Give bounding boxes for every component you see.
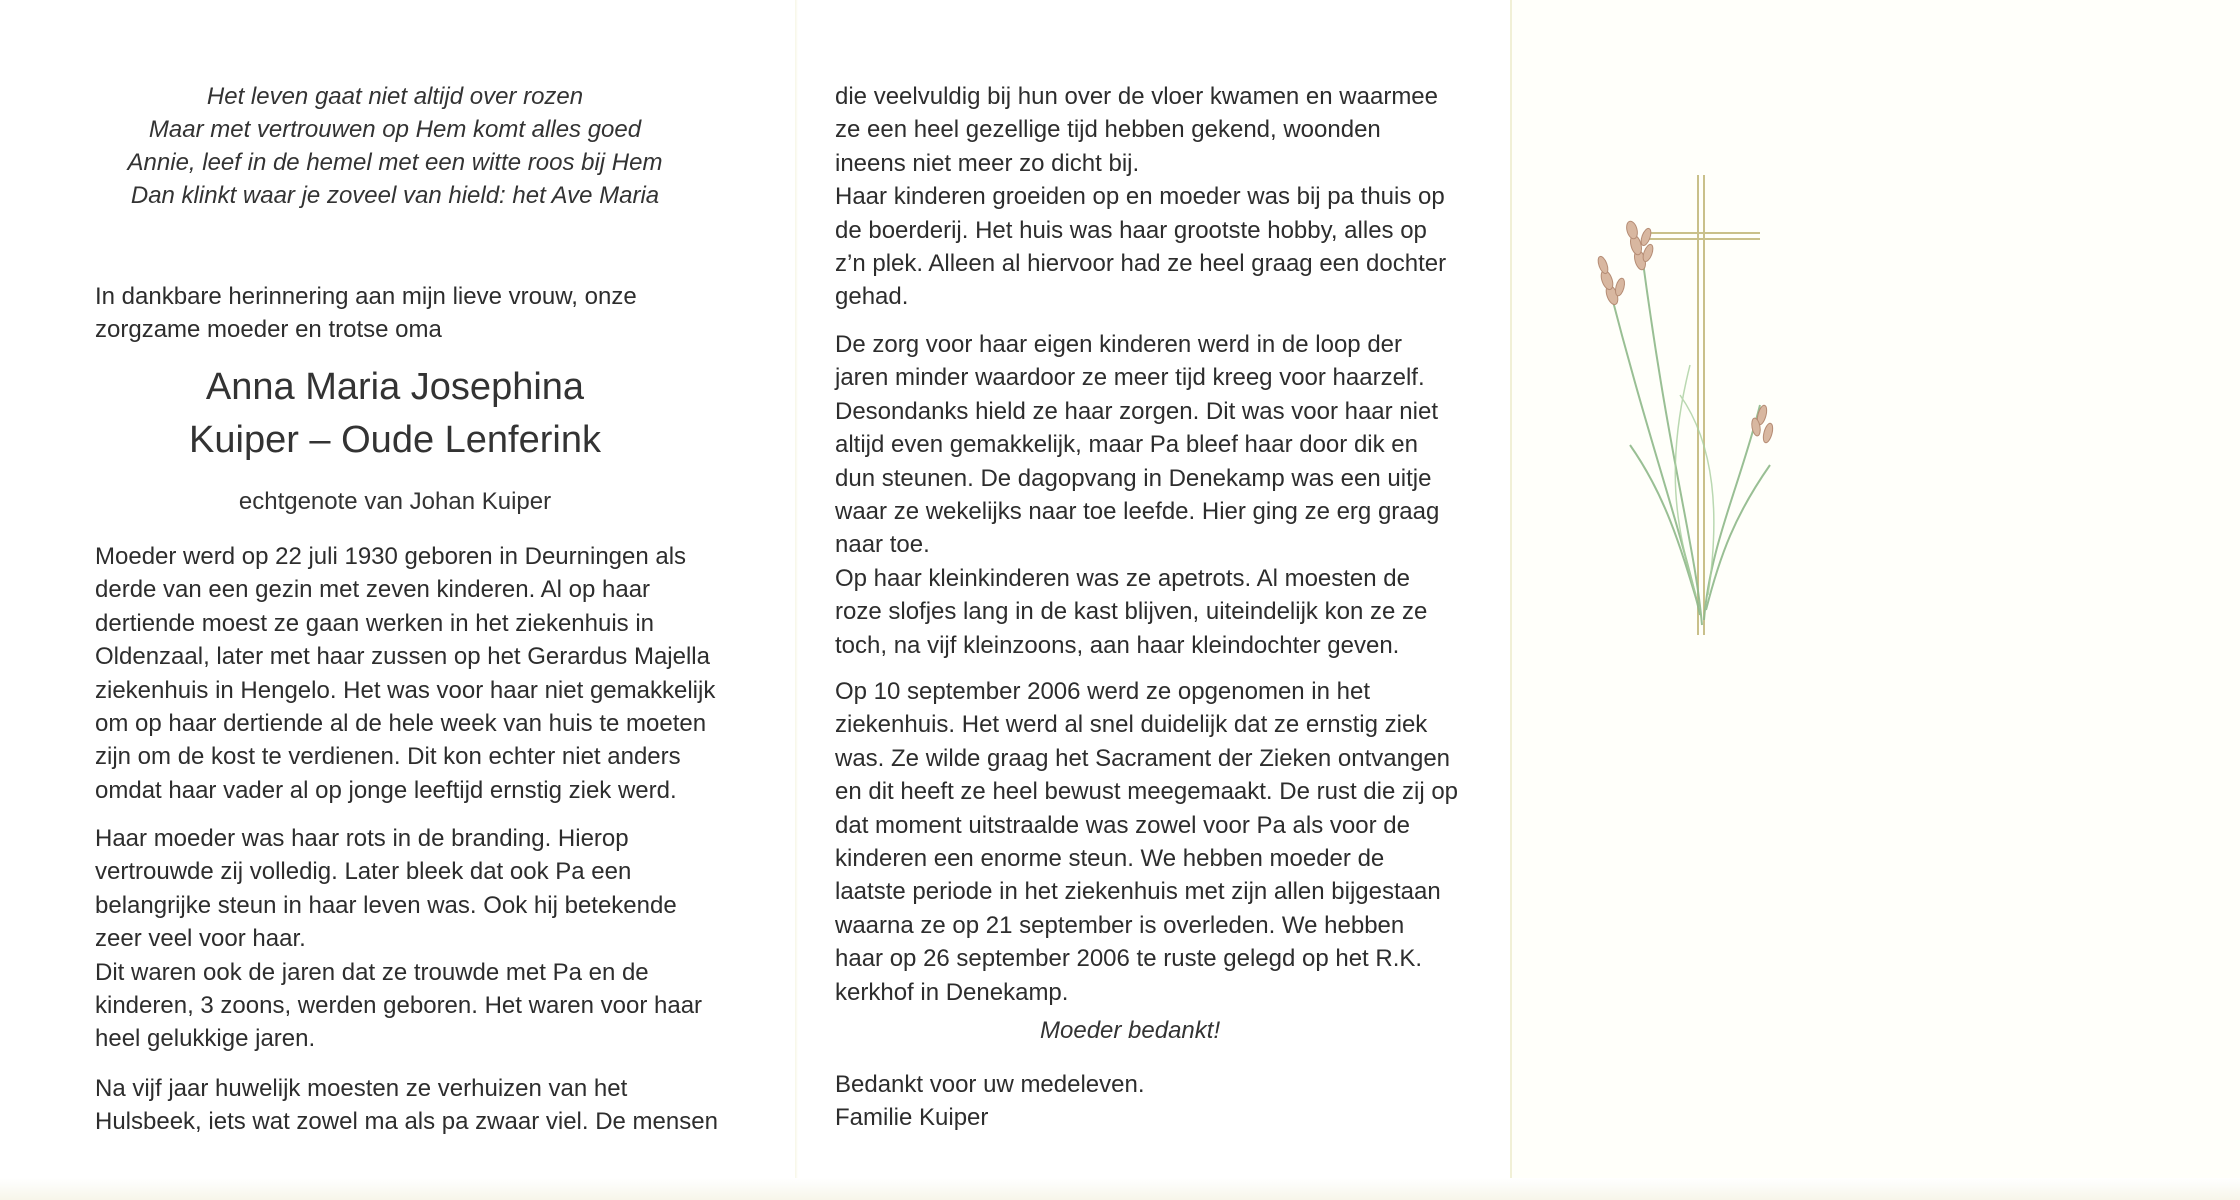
closing-text bbox=[835, 1068, 1430, 1135]
text-line: jaren minder waardoor ze meer tijd kreeg voor haarzelf. bbox=[835, 364, 1425, 392]
biography-paragraph-2 bbox=[95, 822, 703, 1056]
spouse-line: echtgenote van Johan Kuiper bbox=[238, 488, 552, 515]
text-line: naar toe. bbox=[835, 531, 930, 559]
text-line: ziekenhuis in Hengelo. Het was voor haar niet gemakkelijk bbox=[95, 676, 716, 704]
intro-paragraph bbox=[95, 280, 695, 347]
text-line: zorgzame moeder en trotse oma bbox=[95, 316, 442, 344]
biography-paragraph-5 bbox=[835, 328, 1440, 662]
text-line: z’n plek. Alleen al hiervoor had ze heel graag een dochter bbox=[835, 250, 1447, 278]
text-line: dertiende moest ze gaan werken in het ziekenhuis in bbox=[95, 609, 655, 637]
text-line: de boerderij. Het huis was haar grootste hobby, alles op bbox=[835, 216, 1427, 244]
text-line: Na vijf jaar huwelijk moesten ze verhuizen van het bbox=[95, 1075, 628, 1102]
deceased-name-line-1: Anna Maria Josephina bbox=[205, 366, 585, 408]
text-line: toch, na vijf kleinzoons, aan haar kleindochter geven. bbox=[835, 631, 1400, 659]
text-line: ziekenhuis. Het werd al snel duidelijk dat ze ernstig ziek bbox=[835, 711, 1428, 739]
poem-line: Maar met vertrouwen op Hem komt alles goed bbox=[148, 116, 642, 143]
text-line: derde van een gezin met zeven kinderen. Al op haar bbox=[95, 576, 651, 604]
poem-line: Dan klinkt waar je zoveel van hield: het Ave Maria bbox=[130, 182, 660, 209]
text-line: dat moment uitstraalde was zowel voor Pa als voor de bbox=[835, 811, 1410, 839]
card-bottom-edge bbox=[0, 1178, 2240, 1200]
text-line: kerkhof in Denekamp. bbox=[835, 978, 1069, 1006]
text-line: Haar moeder was haar rots in de branding. Hierop bbox=[95, 825, 629, 852]
text-line: kinderen, 3 zoons, werden geboren. Het waren voor haar bbox=[95, 992, 703, 1020]
text-line: omdat haar vader al op jonge leeftijd ernstig ziek werd. bbox=[95, 776, 677, 804]
text-line: Dit waren ook de jaren dat ze trouwde met Pa en de bbox=[95, 958, 649, 986]
text-line: Oldenzaal, later met haar zussen op het Gerardus Majella bbox=[95, 643, 710, 671]
text-line: altijd even gemakkelijk, maar Pa bleef haar door dik en bbox=[835, 431, 1418, 459]
text-line: dun steunen. De dagopvang in Denekamp was een uitje bbox=[835, 464, 1432, 492]
text-line: ineens niet meer zo dicht bij. bbox=[835, 149, 1140, 177]
text-line: waarna ze op 21 september is overleden. We hebben bbox=[835, 911, 1405, 939]
text-line: Desondanks hield ze haar zorgen. Dit was voor haar niet bbox=[835, 397, 1438, 425]
signature-line: Familie Kuiper bbox=[835, 1104, 989, 1132]
biography-paragraph-1 bbox=[95, 540, 716, 807]
text-line: gehad. bbox=[835, 283, 909, 311]
text-line: die veelvuldig bij hun over de vloer kwamen en waarmee bbox=[835, 83, 1438, 110]
text-line: en dit heeft ze heel bewust meegemaakt. De rust die zij op bbox=[835, 778, 1459, 806]
text-line: De zorg voor haar eigen kinderen werd in de loop der bbox=[835, 331, 1403, 358]
text-line: Haar kinderen groeiden op en moeder was bij pa thuis op bbox=[835, 183, 1445, 211]
deceased-name-line-2: Kuiper – Oude Lenferink bbox=[189, 419, 601, 461]
text-line: In dankbare herinnering aan mijn lieve vrouw, onze bbox=[95, 283, 637, 310]
text-line: Hulsbeek, iets wat zowel ma als pa zwaar viel. De mensen bbox=[95, 1108, 718, 1136]
biography-paragraph-3 bbox=[95, 1072, 718, 1139]
text-line: haar op 26 september 2006 te ruste gelegd op het R.K. bbox=[835, 945, 1423, 973]
text-line: om op haar dertiende al de hele week van huis te moeten bbox=[95, 710, 707, 738]
text-line: waar ze wekelijks naar toe leefde. Hier ging ze erg graag bbox=[835, 498, 1440, 526]
fold-line bbox=[795, 0, 798, 1200]
poem bbox=[60, 80, 730, 212]
text-line: heel gelukkige jaren. bbox=[95, 1025, 316, 1053]
thanks-line: Moeder bedankt! bbox=[1040, 1017, 1221, 1044]
text-line: belangrijke steun in haar leven was. Ook hij betekende bbox=[95, 891, 677, 919]
text-line: roze slofjes lang in de kast blijven, uiteindelijk kon ze ze bbox=[835, 598, 1428, 626]
text-line: zijn om de kost te verdienen. Dit kon echter niet anders bbox=[95, 743, 681, 771]
text-line: Op haar kleinkinderen was ze apetrots. Al moesten de bbox=[835, 564, 1410, 592]
text-line: Op 10 september 2006 werd ze opgenomen in het bbox=[835, 678, 1371, 705]
text-line: was. Ze wilde graag het Sacrament der Zieken ontvangen bbox=[835, 744, 1451, 772]
text-line: zeer veel voor haar. bbox=[95, 925, 306, 953]
biography-paragraph-4 bbox=[835, 80, 1447, 314]
text-line: Moeder werd op 22 juli 1930 geboren in Deurningen als bbox=[95, 543, 687, 570]
text-line: Bedankt voor uw medeleven. bbox=[835, 1071, 1145, 1098]
text-line: laatste periode in het ziekenhuis met zijn allen bijgestaan bbox=[835, 878, 1441, 906]
intro-text bbox=[95, 280, 695, 347]
text-line: ze een heel gezellige tijd hebben gekend, woonden bbox=[835, 116, 1381, 144]
cross-with-wheat-icon bbox=[1570, 165, 1800, 645]
poem-line: Het leven gaat niet altijd over rozen bbox=[206, 83, 584, 110]
poem-line: Annie, leef in de hemel met een witte roos bij Hem bbox=[127, 149, 663, 176]
biography-paragraph-6 bbox=[835, 675, 1459, 1009]
text-line: kinderen een enorme steun. We hebben moeder de bbox=[835, 845, 1385, 873]
text-line: vertrouwde zij volledig. Later bleek dat ook Pa een bbox=[95, 858, 632, 886]
